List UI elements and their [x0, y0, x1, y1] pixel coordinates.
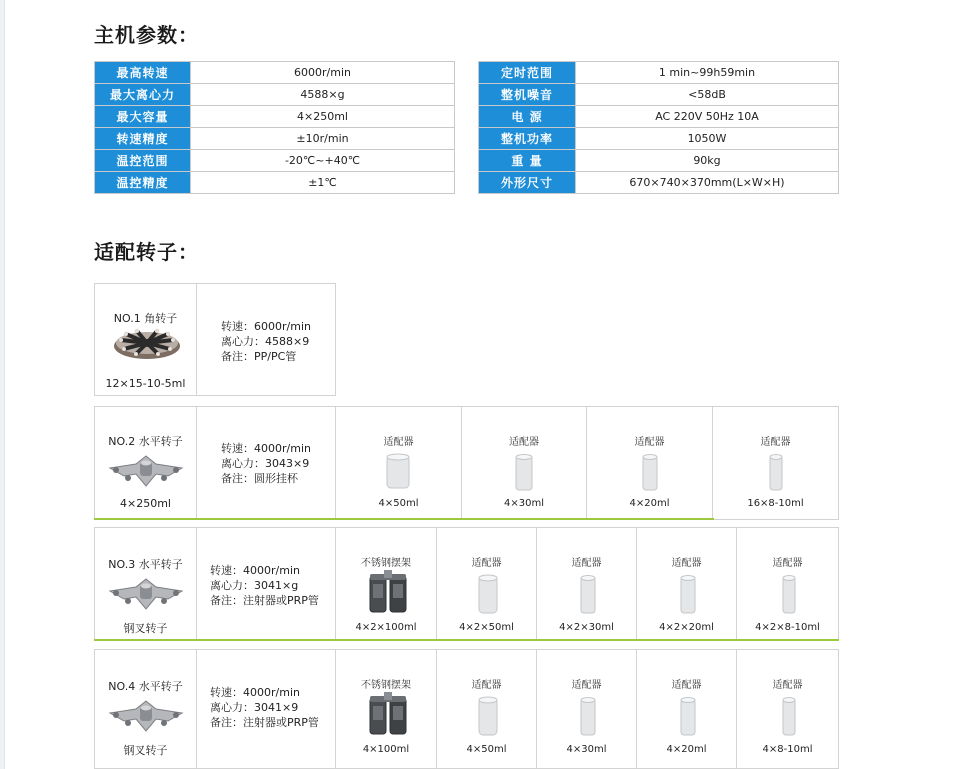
rotor-name: NO.2 水平转子	[108, 435, 183, 448]
adapter-title: 不锈钢摆架	[361, 680, 411, 691]
rotor-spec-cell	[196, 527, 336, 641]
spec-value: 4×250ml	[191, 106, 455, 128]
adapter-size: 4×2×20ml	[659, 622, 714, 633]
spec-row	[479, 150, 839, 172]
rotor-capacity: 4×250ml	[120, 497, 171, 510]
spec-row	[479, 172, 839, 194]
spec-row	[95, 172, 455, 194]
adapter-cell	[736, 527, 839, 641]
rotor-specs	[221, 441, 311, 486]
spec-value: 670×740×370mm(L×W×H)	[576, 172, 839, 194]
spec-row	[479, 62, 839, 84]
spec-row	[479, 84, 839, 106]
rotor-row-2	[94, 406, 839, 520]
adapter-tube-image	[478, 574, 498, 614]
spec-value: <58dB	[576, 84, 839, 106]
rotor-speed: 转速：4000r/min	[210, 564, 300, 577]
adapter-cell	[335, 406, 462, 520]
adapter-cell	[536, 649, 637, 769]
adapter-tube-image	[386, 453, 410, 489]
rotor-row-1	[94, 283, 336, 396]
adapter-tube-image	[580, 696, 596, 736]
spec-value: ±10r/min	[191, 128, 455, 150]
section-heading-main-params: 主机参数：	[94, 23, 199, 47]
adapter-size: 4×20ml	[666, 744, 707, 755]
adapter-size: 4×30ml	[566, 744, 607, 755]
spec-key: 最大容量	[95, 106, 191, 128]
adapter-cell	[335, 649, 437, 769]
spec-value: 90kg	[576, 150, 839, 172]
adapter-cell	[636, 527, 737, 641]
rotor-speed: 转速：4000r/min	[210, 686, 300, 699]
spec-key: 重 量	[479, 150, 576, 172]
rotor-spec-cell	[196, 649, 336, 769]
adapter-cell	[636, 649, 737, 769]
adapter-title: 不锈钢摆架	[361, 558, 411, 569]
spec-row	[95, 106, 455, 128]
spec-key: 温控精度	[95, 172, 191, 194]
adapter-cell	[461, 406, 587, 520]
adapter-cell	[536, 527, 637, 641]
adapter-tube-image	[580, 574, 596, 614]
rotor-force: 离心力：3041×g	[210, 579, 299, 592]
rotor-specs	[210, 685, 319, 730]
rotor-speed: 转速：4000r/min	[221, 442, 311, 455]
adapter-title: 适配器	[571, 680, 602, 691]
adapter-tube-image	[769, 453, 783, 491]
row-underline	[94, 639, 839, 641]
spec-value: 1 min~99h59min	[576, 62, 839, 84]
rotor-note: 备注：PP/PC管	[221, 350, 297, 363]
adapter-tube-image	[782, 574, 796, 614]
rotor-force: 离心力：3041×9	[210, 701, 299, 714]
adapter-title: 适配器	[671, 558, 702, 569]
rotor-force: 离心力：4588×9	[221, 335, 310, 348]
adapter-cell	[436, 527, 537, 641]
rotor-name: NO.1 角转子	[113, 312, 178, 325]
adapter-cell	[586, 406, 713, 520]
spec-value: 1050W	[576, 128, 839, 150]
rotor-force: 离心力：3043×9	[221, 457, 310, 470]
spec-key: 定时范围	[479, 62, 576, 84]
adapter-title: 适配器	[471, 558, 502, 569]
spec-table-left	[94, 61, 455, 194]
adapter-title: 适配器	[471, 680, 502, 691]
adapter-size: 4×100ml	[362, 744, 410, 755]
steel-bucket-image	[368, 692, 408, 736]
spec-value: AC 220V 50Hz 10A	[576, 106, 839, 128]
rotor-note: 备注：注射器或PRP管	[210, 594, 319, 607]
rotor-note: 备注：注射器或PRP管	[210, 716, 319, 729]
adapter-title: 适配器	[383, 437, 414, 448]
spec-row	[95, 128, 455, 150]
spec-key: 最大离心力	[95, 84, 191, 106]
rotor-type: 钢叉转子	[123, 622, 168, 635]
adapter-title: 适配器	[772, 680, 803, 691]
adapter-size: 16×8-10ml	[747, 498, 804, 509]
rotor-image-cell	[94, 283, 197, 396]
rotor-image-cell	[94, 527, 197, 641]
page-left-edge	[0, 0, 5, 769]
adapter-tube-image	[680, 574, 696, 614]
adapter-title: 适配器	[760, 437, 791, 448]
rotor-specs	[221, 319, 311, 364]
adapter-size: 4×2×100ml	[355, 622, 417, 633]
adapter-cell	[736, 649, 839, 769]
spec-key: 整机噪音	[479, 84, 576, 106]
spec-key: 最高转速	[95, 62, 191, 84]
rotor-row-3	[94, 527, 839, 641]
rotor-spec-cell	[196, 406, 336, 520]
fork-rotor-image	[106, 575, 186, 617]
rotor-spec-cell	[196, 283, 336, 396]
rotor-image-cell	[94, 406, 197, 520]
spec-key: 外形尺寸	[479, 172, 576, 194]
spec-key: 温控范围	[95, 150, 191, 172]
spec-row	[95, 62, 455, 84]
rotor-capacity: 12×15-10-5ml	[105, 377, 186, 390]
adapter-tube-image	[782, 696, 796, 736]
spec-table-right	[478, 61, 839, 194]
rotor-image-cell	[94, 649, 197, 769]
spec-value: ±1℃	[191, 172, 455, 194]
section-heading-rotors: 适配转子：	[94, 240, 199, 264]
adapter-title: 适配器	[571, 558, 602, 569]
fork-rotor-image	[106, 697, 186, 739]
row-underline	[94, 518, 714, 520]
adapter-cell	[712, 406, 839, 520]
swing-rotor-image	[106, 452, 186, 494]
rotor-row-4	[94, 649, 839, 769]
adapter-size: 4×2×50ml	[459, 622, 514, 633]
adapter-size: 4×8-10ml	[762, 744, 813, 755]
adapter-size: 4×20ml	[629, 498, 670, 509]
spec-key: 电 源	[479, 106, 576, 128]
spec-key: 转速精度	[95, 128, 191, 150]
spec-value: 4588×g	[191, 84, 455, 106]
rotor-speed: 转速：6000r/min	[221, 320, 311, 333]
spec-value: -20℃~+40℃	[191, 150, 455, 172]
spec-row	[95, 84, 455, 106]
adapter-tube-image	[642, 453, 658, 491]
adapter-tube-image	[515, 453, 533, 491]
adapter-size: 4×50ml	[378, 498, 419, 509]
spec-key: 整机功率	[479, 128, 576, 150]
adapter-title: 适配器	[634, 437, 665, 448]
rotor-note: 备注：圆形挂杯	[221, 472, 298, 485]
adapter-size: 4×50ml	[466, 744, 507, 755]
spec-row	[95, 150, 455, 172]
spec-value: 6000r/min	[191, 62, 455, 84]
adapter-size: 4×30ml	[504, 498, 544, 509]
adapter-title: 适配器	[671, 680, 702, 691]
adapter-title: 适配器	[772, 558, 803, 569]
adapter-size: 4×2×30ml	[559, 622, 614, 633]
adapter-cell	[335, 527, 437, 641]
adapter-tube-image	[478, 696, 498, 736]
rotor-specs	[210, 563, 319, 608]
angle-rotor-image	[112, 326, 182, 366]
adapter-cell	[436, 649, 537, 769]
rotor-name: NO.4 水平转子	[108, 680, 183, 693]
adapter-tube-image	[680, 696, 696, 736]
adapter-title: 适配器	[509, 437, 539, 448]
rotor-type: 钢叉转子	[123, 744, 168, 757]
spec-row	[479, 128, 839, 150]
spec-row	[479, 106, 839, 128]
steel-bucket-image	[368, 570, 408, 614]
rotor-name: NO.3 水平转子	[108, 558, 183, 571]
adapter-size: 4×2×8-10ml	[755, 622, 820, 633]
